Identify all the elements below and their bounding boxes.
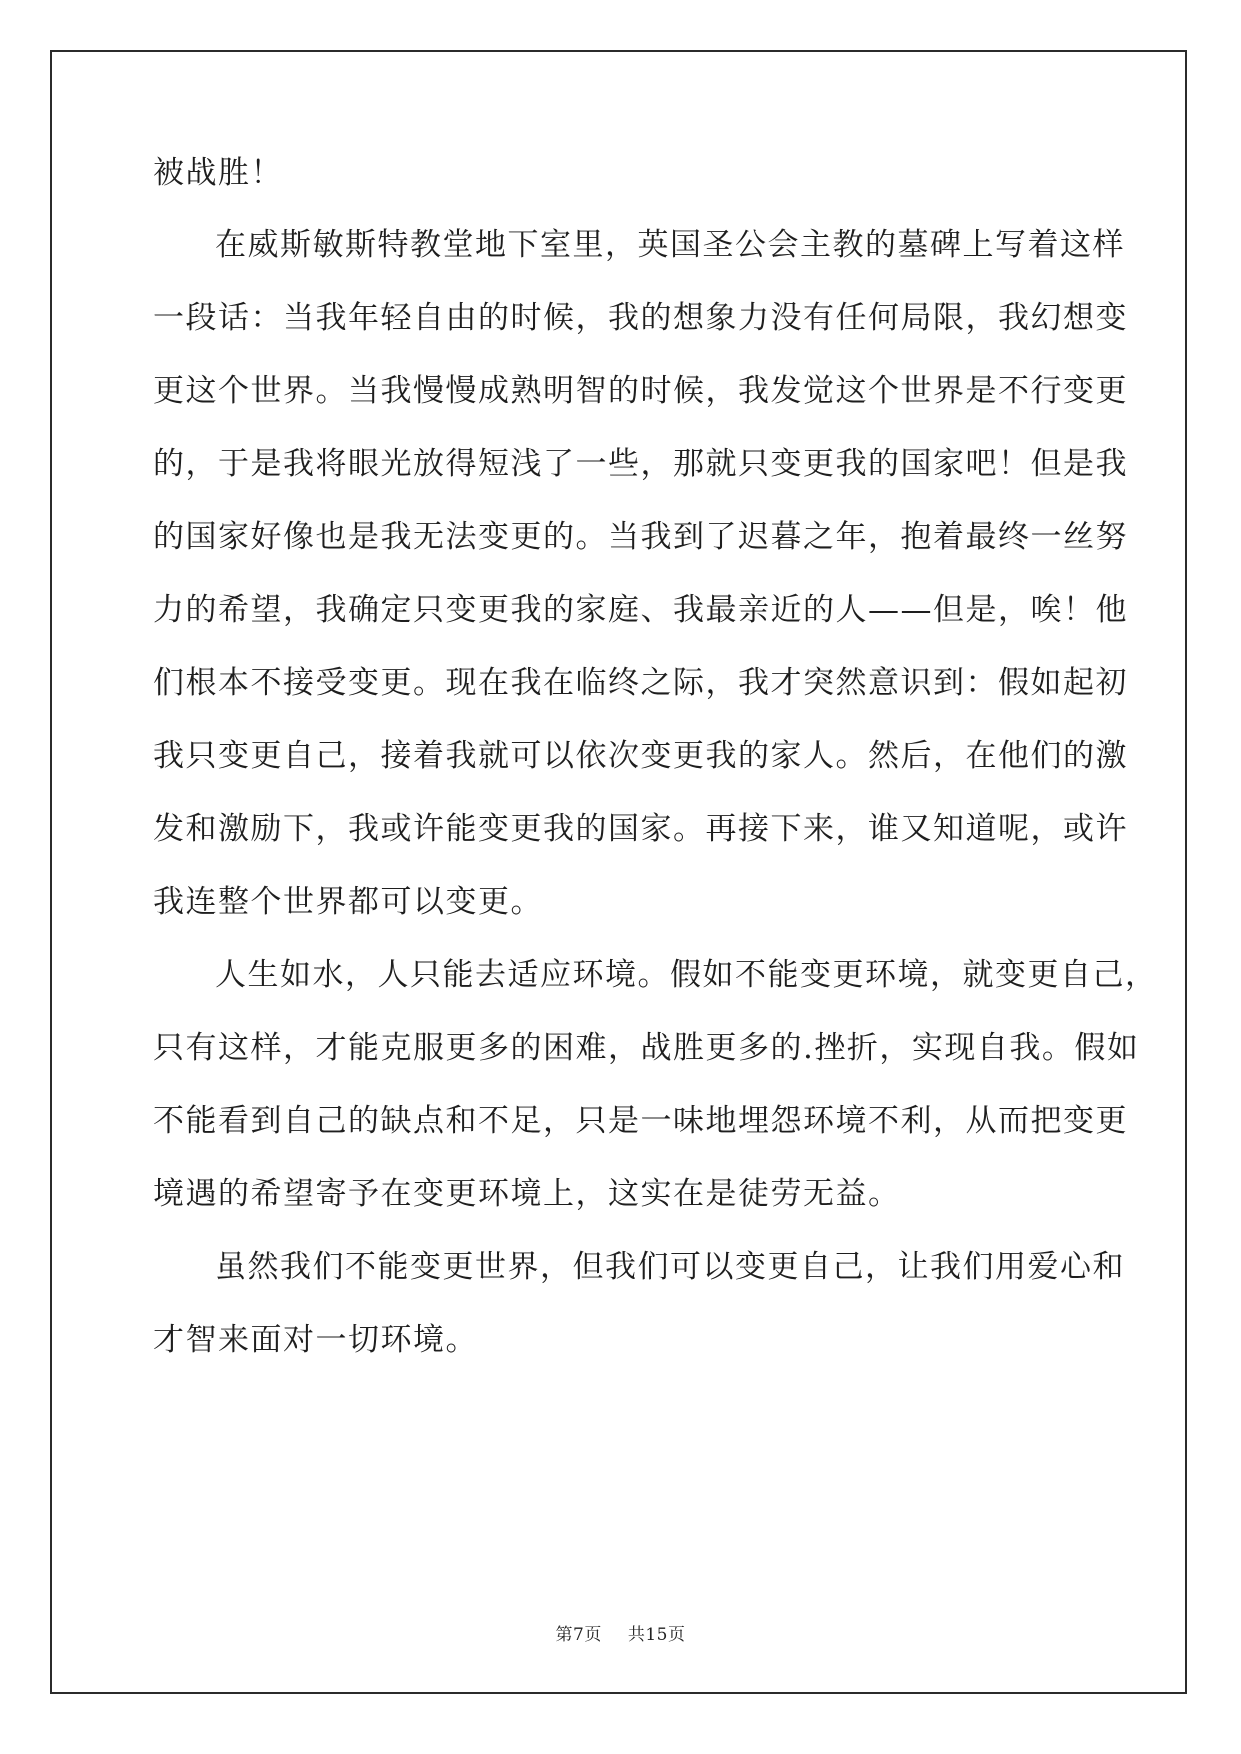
text-line: 我连整个世界都可以变更。 — [153, 884, 543, 920]
page-footer — [0, 1620, 1241, 1645]
paragraph-start-line: 虽然我们不能变更世界，但我们可以变更自己，让我们用爱心和 — [215, 1249, 1125, 1285]
text-line: 我只变更自己，接着我就可以依次变更我的家人。然后，在他们的激 — [153, 738, 1128, 774]
page-total: 共15页 — [627, 1625, 686, 1645]
text-line: 力的希望，我确定只变更我的家庭、我最亲近的人——但是，唉！他 — [153, 592, 1128, 628]
text-line: 一段话：当我年轻自由的时候，我的想象力没有任何局限，我幻想变 — [153, 300, 1128, 336]
text-line: 不能看到自己的缺点和不足，只是一味地埋怨环境不利，从而把变更 — [153, 1103, 1128, 1139]
page-number: 第7页 — [555, 1625, 602, 1645]
text-line: 只有这样，才能克服更多的困难，战胜更多的.挫折，实现自我。假如 — [153, 1030, 1140, 1066]
text-line: 才智来面对一切环境。 — [153, 1322, 478, 1358]
text-line: 被战胜！ — [153, 155, 283, 191]
paragraph-start-line: 人生如水，人只能去适应环境。假如不能变更环境，就变更自己， — [215, 957, 1158, 993]
text-line: 更这个世界。当我慢慢成熟明智的时候，我发觉这个世界是不行变更 — [153, 373, 1128, 409]
text-line: 境遇的希望寄予在变更环境上，这实在是徒劳无益。 — [153, 1176, 901, 1212]
paragraph-start-line: 在威斯敏斯特教堂地下室里，英国圣公会主教的墓碑上写着这样 — [215, 227, 1125, 263]
text-line: 们根本不接受变更。现在我在临终之际，我才突然意识到：假如起初 — [153, 665, 1128, 701]
page-border — [50, 50, 1187, 1694]
text-line: 发和激励下，我或许能变更我的国家。再接下来，谁又知道呢，或许 — [153, 811, 1128, 847]
text-line: 的，于是我将眼光放得短浅了一些，那就只变更我的国家吧！但是我 — [153, 446, 1128, 482]
text-line: 的国家好像也是我无法变更的。当我到了迟暮之年，抱着最终一丝努 — [153, 519, 1128, 555]
